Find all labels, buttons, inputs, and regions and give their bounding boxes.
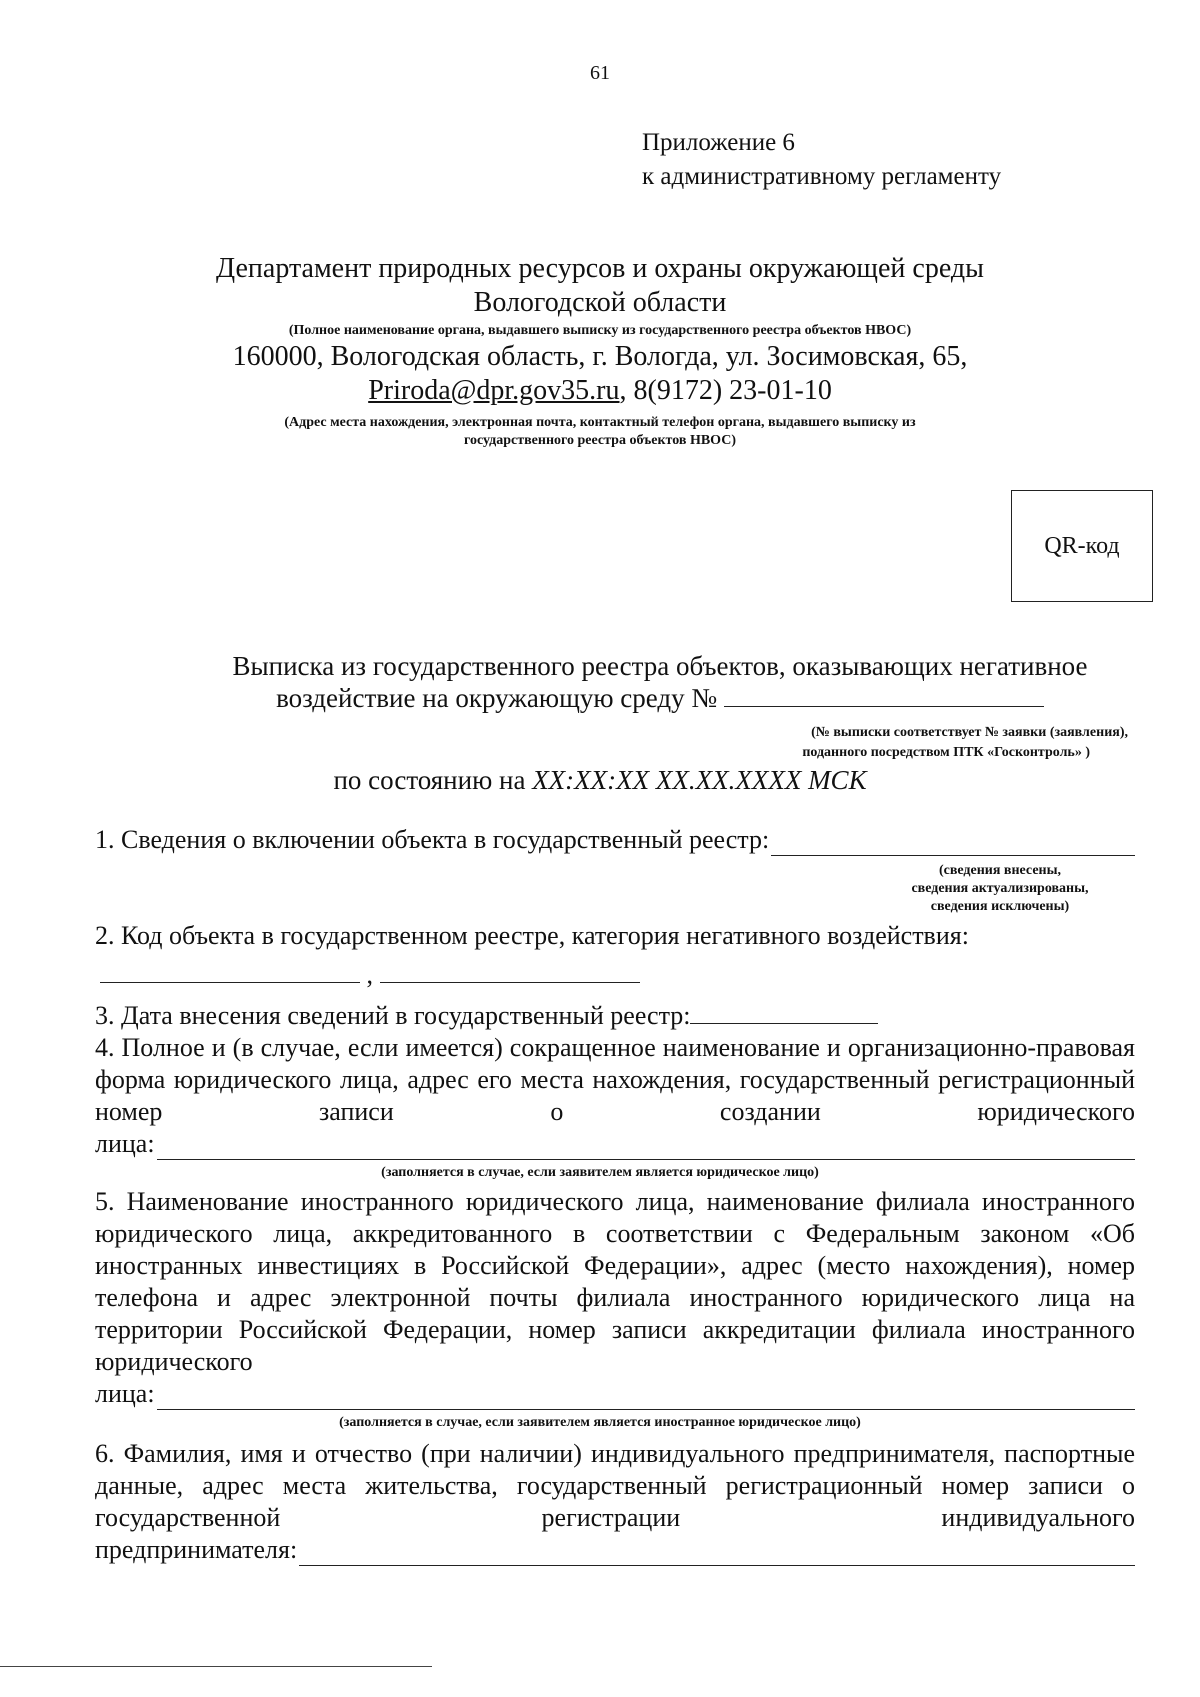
legal-entity-field[interactable] bbox=[157, 1135, 1135, 1160]
section-1-caption-3: сведения исключены) bbox=[930, 899, 1070, 914]
category-field[interactable] bbox=[380, 960, 640, 983]
appendix-line2: к административному регламенту bbox=[642, 163, 1002, 190]
section-1-caption-2: сведения актуализированы, bbox=[911, 881, 1089, 896]
issuer-contacts bbox=[0, 374, 1200, 408]
section-1-caption-1: (сведения внесены, bbox=[938, 863, 1062, 878]
title-line1: Выписка из государственного реестра объектов, оказывающих негативное bbox=[232, 651, 1088, 681]
foreign-entity-field[interactable] bbox=[157, 1385, 1135, 1410]
issuer-address-caption-2: государственного реестра объектов НВОС) bbox=[463, 433, 737, 448]
entrepreneur-field[interactable] bbox=[299, 1541, 1135, 1566]
object-code-field[interactable] bbox=[100, 960, 360, 983]
qr-code-label: QR-код bbox=[1044, 532, 1120, 559]
section-3-text: 3. Дата внесения сведений в государственный реестр: bbox=[95, 1001, 691, 1030]
issuer-address-caption-1: (Адрес места нахождения, электронная почта, контактный телефон органа, выдавшего выписку из bbox=[284, 415, 916, 430]
appendix-header bbox=[642, 126, 1001, 194]
section-5-tail-text: лица: bbox=[95, 1379, 155, 1408]
state-prefix: по состоянию на bbox=[333, 765, 526, 795]
section-1-text: 1. Сведения о включении объекта в государственный реестр: bbox=[95, 825, 770, 854]
section-6-text: 6. Фамилия, имя и отчество (при наличии) индивидуального предпринимателя, паспортные данные, адрес места жительства, государственный регистрационный номер записи о государственной регистрации индивидуального bbox=[95, 1439, 1135, 1532]
section-1-field[interactable] bbox=[771, 831, 1135, 856]
title-line2: воздействие на окружающую среду № bbox=[276, 683, 718, 713]
section-4-tail bbox=[95, 1128, 1135, 1160]
appendix-line1: Приложение 6 bbox=[642, 129, 795, 156]
issuer-name-line2: Вологодской области bbox=[473, 287, 727, 318]
section-1 bbox=[95, 824, 1135, 856]
section-5-caption: (заполняется в случае, если заявителем является иностранное юридическое лицо) bbox=[339, 1415, 861, 1430]
inclusion-date-field[interactable] bbox=[690, 1001, 878, 1024]
section-1-caption bbox=[850, 862, 1150, 916]
section-2-fields bbox=[100, 960, 640, 989]
issuer-name-caption: (Полное наименование органа, выдавшего выписку из государственного реестра объектов НВОС) bbox=[288, 323, 912, 338]
qr-code-box bbox=[1011, 490, 1153, 602]
title-caption-1: (№ выписки соответствует № заявки (заявления), bbox=[811, 725, 1128, 740]
section-5-tail bbox=[95, 1378, 1135, 1410]
section-6-tail-text: предпринимателя: bbox=[95, 1535, 298, 1564]
title-caption-2: поданного посредством ПТК «Госконтроль» ) bbox=[802, 745, 1090, 760]
section-5-text: 5. Наименование иностранного юридического лица, наименование филиала иностранного юридического лица, аккредитованного в соответствии с Федеральным законом «Об иностранных инвестициях в Российской Федерации», адрес (место нахождения), номер телефона и адрес электронной почты филиала иностранного юридического лица на территории Российской Федерации, номер записи аккредитации филиала иностранного юридического bbox=[95, 1187, 1135, 1376]
issuer-address: 160000, Вологодская область, г. Вологда, ул. Зосимовская, 65, bbox=[232, 341, 968, 372]
section-4-caption: (заполняется в случае, если заявителем является юридическое лицо) bbox=[381, 1165, 819, 1180]
footer-rule bbox=[0, 1666, 432, 1667]
section-2-separator: , bbox=[366, 960, 373, 989]
issuer-block bbox=[0, 252, 1200, 320]
page-number: 61 bbox=[590, 62, 610, 84]
issuer-phone: , 8(9172) 23-01-10 bbox=[619, 375, 832, 406]
title-line2-row bbox=[190, 682, 1130, 714]
section-2-text: 2. Код объекта в государственном реестре, категория негативного воздействия: bbox=[95, 921, 969, 950]
section-4-tail-text: лица: bbox=[95, 1129, 155, 1158]
section-6-tail bbox=[95, 1534, 1135, 1566]
extract-number-field[interactable] bbox=[724, 706, 1044, 707]
issuer-email[interactable]: Priroda@dpr.gov35.ru bbox=[368, 375, 620, 406]
state-line bbox=[0, 764, 1200, 796]
section-4-text: 4. Полное и (в случае, если имеется) сокращенное наименование и организационно-правовая форма юридического лица, адрес его места нахождения, государственный регистрационный номер записи о создании юридического bbox=[95, 1033, 1135, 1126]
issuer-name-line1: Департамент природных ресурсов и охраны окружающей среды bbox=[216, 253, 984, 284]
document-title bbox=[190, 650, 1130, 714]
state-value: XX:XX:XX XX.XX.XXXX МСК bbox=[532, 765, 867, 795]
section-3 bbox=[95, 1000, 1135, 1032]
